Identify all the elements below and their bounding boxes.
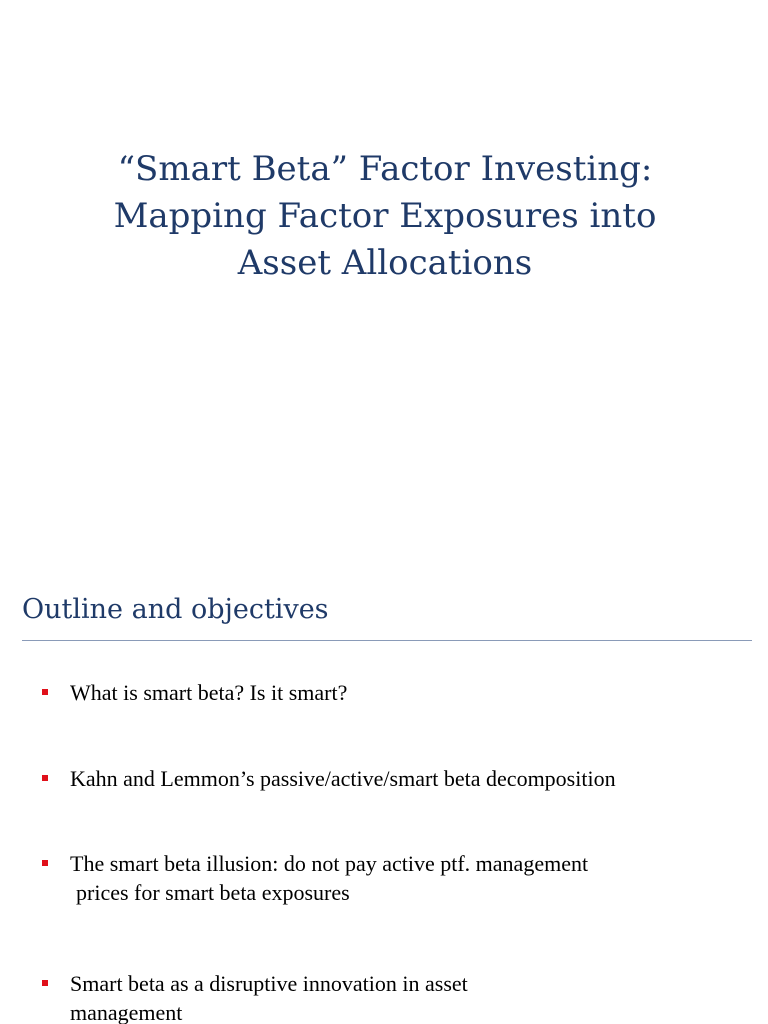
- title-line-3: Asset Allocations: [237, 243, 533, 283]
- outline-bullet-list: [0, 560, 768, 1024]
- bullet-line: management: [70, 1000, 183, 1024]
- red-square-bullet-icon: [42, 860, 48, 866]
- outline-slide: [0, 560, 768, 1024]
- bullet-text: [70, 678, 762, 707]
- bullet-line: Kahn and Lemmon’s passive/active/smart beta decomposition: [70, 766, 616, 791]
- presentation-title: [40, 146, 730, 287]
- title-line-1: “Smart Beta” Factor Investing:: [117, 149, 653, 189]
- red-square-bullet-icon: [42, 689, 48, 695]
- title-line-2: Mapping Factor Exposures into: [113, 196, 657, 236]
- bullet-line: The smart beta illusion: do not pay active ptf. management: [70, 851, 589, 876]
- red-square-bullet-icon: [42, 775, 48, 781]
- red-square-bullet-icon: [42, 980, 48, 986]
- bullet-text: [70, 764, 762, 793]
- bullet-line: Smart beta as a disruptive innovation in asset: [70, 971, 468, 996]
- bullet-line: prices for smart beta exposures: [76, 880, 350, 905]
- bullet-line: What is smart beta? Is it smart?: [70, 680, 348, 705]
- bullet-text: [70, 849, 762, 907]
- bullet-text: [70, 969, 762, 1024]
- outline-title: Outline and objectives: [22, 594, 329, 625]
